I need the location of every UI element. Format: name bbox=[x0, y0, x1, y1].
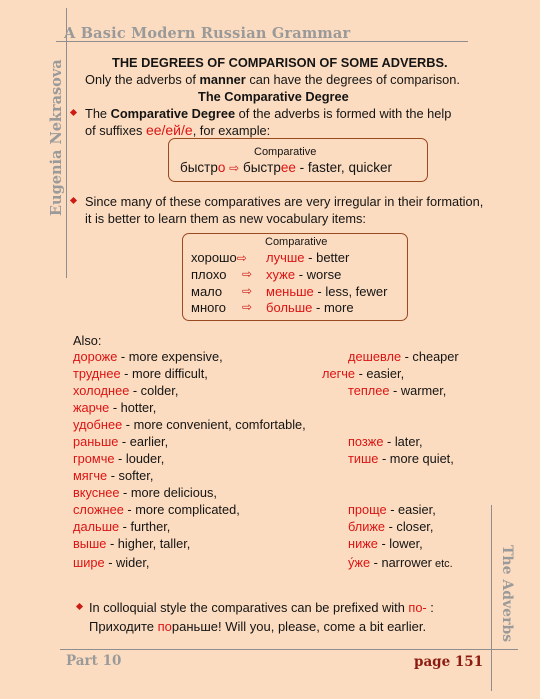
bullet1-text: The bbox=[85, 106, 111, 121]
list-item-en: - closer, bbox=[385, 519, 434, 534]
list-item-en: - more expensive, bbox=[117, 349, 223, 364]
list-item bbox=[348, 383, 446, 398]
example-text: Приходите bbox=[89, 619, 158, 634]
list-item-en: - more delicious, bbox=[119, 485, 217, 500]
list-item-ru: сложнее bbox=[73, 502, 124, 517]
list-item-ru: у́же bbox=[348, 555, 371, 570]
bullet-icon bbox=[70, 197, 77, 204]
bullet1-line1 bbox=[85, 106, 451, 121]
box2-word: хорошо bbox=[191, 250, 237, 265]
part-label: Part 10 bbox=[66, 653, 122, 669]
list-item bbox=[348, 555, 453, 572]
list-item-ru: ниже bbox=[348, 536, 378, 551]
frame-line-right bbox=[491, 505, 492, 691]
list-item-en: - hotter, bbox=[109, 400, 157, 415]
frame-line-left bbox=[66, 8, 67, 278]
list-item-en: - further, bbox=[119, 519, 171, 534]
list-item-ru: жарче bbox=[73, 400, 110, 415]
suffixes: ее/ей/е bbox=[145, 122, 193, 138]
box1-comp-end: ее bbox=[280, 160, 296, 175]
list-item bbox=[348, 519, 433, 534]
bullet-icon bbox=[76, 603, 83, 610]
list-item-ru: тише bbox=[348, 451, 379, 466]
bullet1-line2-end: , for example: bbox=[192, 123, 271, 138]
list-item bbox=[73, 383, 178, 398]
box2-comp-row bbox=[266, 267, 341, 282]
page-heading: THE DEGREES OF COMPARISON OF SOME ADVERBS. bbox=[112, 55, 448, 70]
bullet2-line1: Since many of these comparatives are very irregular in their formation, bbox=[85, 194, 484, 209]
box2-row bbox=[191, 267, 226, 282]
list-item-en: - colder, bbox=[129, 383, 179, 398]
list-item bbox=[73, 366, 208, 381]
box2-row bbox=[191, 284, 222, 299]
list-item bbox=[73, 434, 168, 449]
list-item-en: - narrower bbox=[370, 555, 432, 570]
box1-translation: - faster, quicker bbox=[295, 160, 392, 175]
list-item-en: - easier, bbox=[386, 502, 436, 517]
box1-row bbox=[180, 160, 392, 176]
box2-tr: - more bbox=[312, 300, 354, 315]
arrow-right-icon: ⇨ bbox=[242, 267, 253, 281]
list-item bbox=[348, 536, 423, 551]
list-item-ru: шире bbox=[73, 555, 105, 570]
list-item-en: - earlier, bbox=[118, 434, 169, 449]
list-item bbox=[73, 519, 170, 534]
arrow-right-icon: ⇨ bbox=[236, 251, 247, 265]
box1-label: Comparative bbox=[254, 146, 317, 158]
list-item-ru: ближе bbox=[348, 519, 386, 534]
book-title: A Basic Modern Russian Grammar bbox=[64, 25, 351, 42]
list-item-extra: etc. bbox=[431, 558, 453, 570]
bullet3-prefix: по- bbox=[408, 600, 427, 615]
intro-bold: manner bbox=[199, 72, 246, 87]
list-item-en: - cheaper bbox=[401, 349, 459, 364]
list-item-ru: вкуснее bbox=[73, 485, 120, 500]
example-line bbox=[89, 619, 426, 634]
intro-line bbox=[85, 72, 460, 87]
bullet2-line2: it is better to learn them as new vocabulary items: bbox=[85, 211, 366, 226]
box2-row bbox=[191, 300, 226, 315]
list-item-ru: труднее bbox=[73, 366, 121, 381]
example-word: раньше! bbox=[171, 619, 222, 634]
list-item bbox=[348, 451, 454, 466]
list-item-en: - more convenient, comfortable, bbox=[122, 417, 306, 432]
list-item-ru: выше bbox=[73, 536, 107, 551]
box2-word: мало bbox=[191, 284, 223, 299]
example-translation: Will you, please, come a bit earlier. bbox=[221, 619, 427, 634]
list-item bbox=[73, 468, 153, 483]
frame-line-bottom bbox=[60, 649, 518, 650]
intro-text-end: can have the degrees of comparison. bbox=[245, 72, 460, 87]
subheading: The Comparative Degree bbox=[198, 89, 349, 104]
box2-tr: - better bbox=[304, 250, 350, 265]
bullet3-text: In colloquial style the comparatives can be prefixed with bbox=[89, 600, 409, 615]
author-name: Eugenia Nekrasova bbox=[48, 59, 65, 216]
list-item bbox=[73, 417, 306, 432]
list-item bbox=[73, 451, 164, 466]
list-item bbox=[73, 555, 149, 570]
list-item-ru: дальше bbox=[73, 519, 120, 534]
bullet-icon bbox=[70, 109, 77, 116]
list-item bbox=[348, 434, 423, 449]
list-item-en: - more quiet, bbox=[378, 451, 454, 466]
box1-comp-stem: быстр bbox=[243, 160, 281, 175]
box2-tr: - less, fewer bbox=[313, 284, 388, 299]
list-item-en: - softer, bbox=[107, 468, 154, 483]
box2-label: Comparative bbox=[265, 236, 328, 248]
list-item bbox=[73, 536, 190, 551]
list-item-en: - wider, bbox=[104, 555, 150, 570]
list-item-ru: позже bbox=[348, 434, 384, 449]
box2-tr: - worse bbox=[295, 267, 342, 282]
box2-comp: больше bbox=[266, 300, 313, 315]
box2-comp: хуже bbox=[266, 267, 296, 282]
list-item bbox=[73, 485, 217, 500]
list-item-ru: холоднее bbox=[73, 383, 130, 398]
list-item-en: - more difficult, bbox=[120, 366, 208, 381]
arrow-right-icon: ⇨ bbox=[242, 300, 253, 314]
list-item-en: - easier, bbox=[355, 366, 405, 381]
bullet3-line bbox=[89, 600, 434, 615]
box2-comp-row bbox=[266, 300, 354, 315]
list-item-en: - warmer, bbox=[389, 383, 447, 398]
list-item bbox=[73, 502, 240, 517]
list-item-ru: легче bbox=[322, 366, 356, 381]
list-item-ru: удобнее bbox=[73, 417, 123, 432]
list-item-ru: громче bbox=[73, 451, 115, 466]
bullet1-line2-text: of suffixes bbox=[85, 123, 146, 138]
page-number: page 151 bbox=[414, 654, 484, 670]
box1-word-end: о bbox=[217, 160, 226, 175]
list-item bbox=[73, 349, 223, 364]
box2-comp-row bbox=[266, 250, 349, 265]
box1-word-stem: быстр bbox=[180, 160, 218, 175]
box2-row bbox=[191, 250, 247, 266]
list-item-en: - higher, taller, bbox=[106, 536, 191, 551]
list-item bbox=[73, 400, 156, 415]
list-item bbox=[348, 349, 459, 364]
list-item-ru: дешевле bbox=[348, 349, 402, 364]
arrow-right-icon: ⇨ bbox=[242, 284, 253, 298]
bullet3-text-end: : bbox=[426, 600, 434, 615]
example-prefix: по bbox=[157, 619, 172, 634]
intro-text: Only the adverbs of bbox=[85, 72, 200, 87]
list-item-ru: дороже bbox=[73, 349, 118, 364]
box2-word: много bbox=[191, 300, 227, 315]
box2-word: плохо bbox=[191, 267, 227, 282]
bullet1-bold: Comparative Degree bbox=[110, 106, 236, 121]
bullet1-text-end: of the adverbs is formed with the help bbox=[235, 106, 452, 121]
list-item-en: - more complicated, bbox=[123, 502, 240, 517]
list-item-ru: проще bbox=[348, 502, 387, 517]
list-item bbox=[348, 502, 436, 517]
bullet1-line2 bbox=[85, 123, 270, 138]
list-item bbox=[322, 366, 404, 381]
list-item-ru: мягче bbox=[73, 468, 108, 483]
list-item-en: - later, bbox=[383, 434, 423, 449]
box2-comp: лучше bbox=[266, 250, 305, 265]
arrow-right-icon: ⇨ bbox=[229, 161, 240, 175]
list-item-en: - lower, bbox=[377, 536, 423, 551]
section-title: The Adverbs bbox=[499, 545, 515, 643]
list-item-ru: теплее bbox=[348, 383, 390, 398]
also-label: Also: bbox=[73, 333, 102, 348]
box2-comp: меньше bbox=[266, 284, 314, 299]
list-item-ru: раньше bbox=[73, 434, 119, 449]
list-item-en: - louder, bbox=[114, 451, 165, 466]
box2-comp-row bbox=[266, 284, 387, 299]
